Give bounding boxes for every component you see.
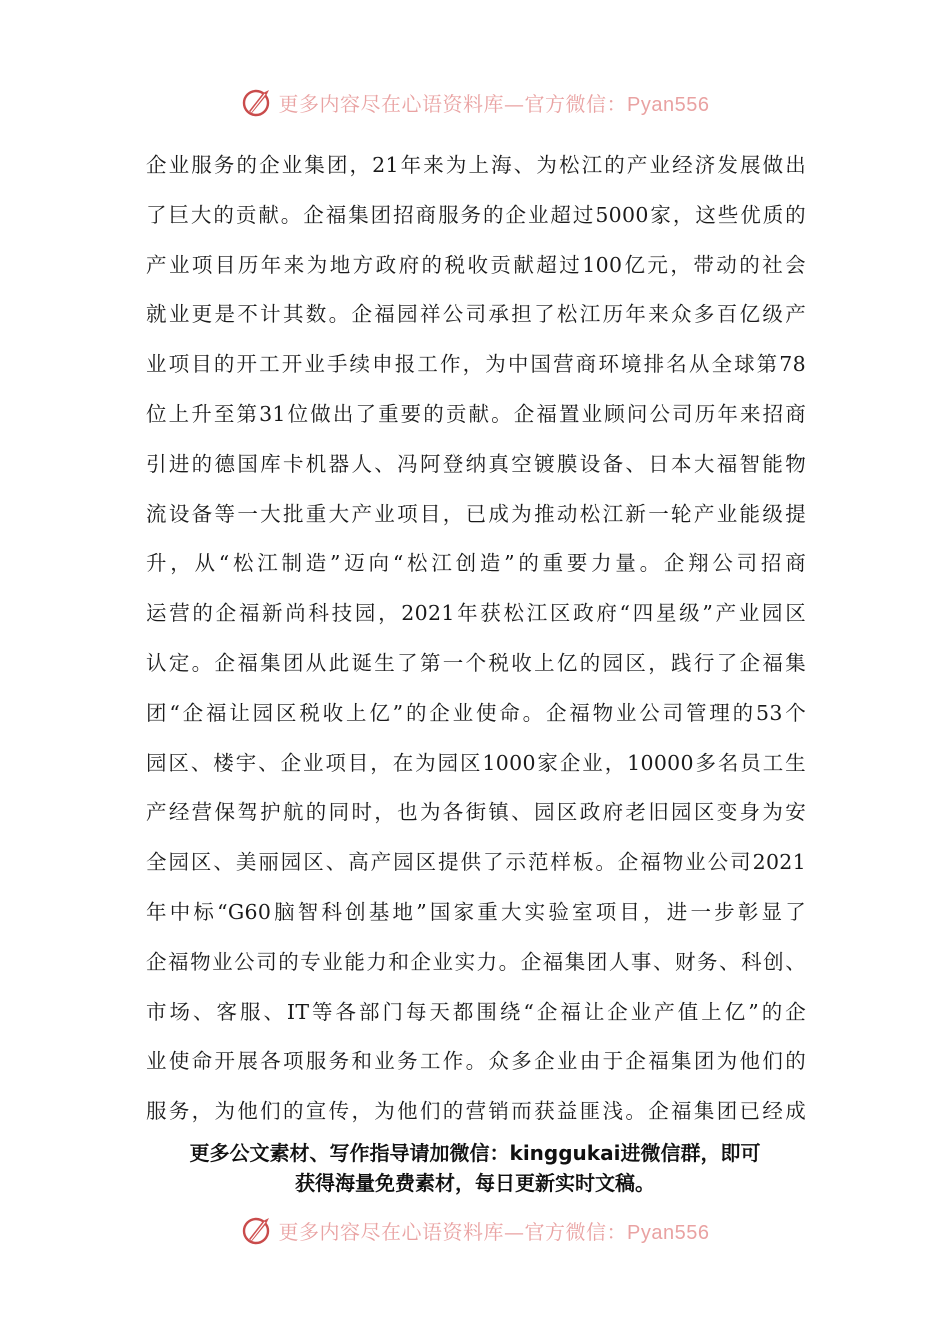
body-line: 位上升至第31位做出了重要的贡献。企福置业顾问公司历年来招商: [146, 401, 806, 426]
body-line: 产业项目历年来为地方政府的税收贡献超过100亿元，带动的社会: [146, 252, 806, 277]
pen-nib-circle-icon: [241, 1213, 275, 1247]
body-line: 团“企福让园区税收上亿”的企业使命。企福物业公司管理的53个: [146, 700, 806, 725]
header-watermark-banner: [0, 82, 950, 122]
body-line: 全园区、美丽园区、高产园区提供了示范样板。企福物业公司2021: [146, 850, 806, 875]
body-line: 认定。企福集团从此诞生了第一个税收上亿的园区，践行了企福集: [146, 650, 806, 675]
body-line: 就业更是不计其数。企福园祥公司承担了松江历年来众多百亿级产: [146, 302, 806, 327]
header-watermark-text: [279, 88, 710, 117]
body-line: 业项目的开工开业手续申报工作，为中国营商环境排名从全球第78: [146, 352, 806, 377]
body-line: 企福物业公司的专业能力和企业实力。企福集团人事、财务、科创、: [146, 949, 806, 974]
body-line: 服务，为他们的宣传，为他们的营销而获益匪浅。企福集团已经成: [146, 1099, 806, 1124]
body-line: 产经营保驾护航的同时，也为各街镇、园区政府老旧园区变身为安: [146, 800, 806, 825]
body-line: 运营的企福新尚科技园，2021年获松江区政府“四星级”产业园区: [146, 601, 806, 626]
footer-watermark-banner: [0, 1210, 950, 1250]
body-line: 升，从“松江制造”迈向“松江创造”的重要力量。企翔公司招商: [146, 551, 806, 576]
body-line: 引进的德国库卡机器人、冯阿登纳真空镀膜设备、日本大福智能物: [146, 451, 806, 476]
body-line: 流设备等一大批重大产业项目，已成为推动松江新一轮产业能级提: [146, 501, 806, 526]
body-line: 园区、楼宇、企业项目，在为园区1000家企业，10000多名员工生: [146, 750, 806, 775]
document-body: [146, 141, 806, 1137]
footer-watermark-text: [279, 1216, 710, 1245]
promo-line-1: 更多公文素材、写作指导请加微信：kinggukai进微信群，即可: [189, 1141, 761, 1165]
body-line: 市场、客服、IT等各部门每天都围绕“企福让企业产值上亿”的企: [146, 999, 806, 1024]
body-line: 了巨大的贡献。企福集团招商服务的企业超过5000家，这些优质的: [146, 202, 806, 227]
header-watermark-handle: Pyan556: [627, 93, 710, 116]
promo-line-2: 获得海量免费素材，每日更新实时文稿。: [295, 1171, 655, 1195]
header-watermark-label: 更多内容尽在心语资料库—官方微信：: [278, 91, 628, 116]
promo-footer-note: [0, 1138, 950, 1198]
pen-nib-circle-icon: [241, 85, 275, 119]
footer-watermark-label: 更多内容尽在心语资料库—官方微信：: [278, 1219, 628, 1244]
body-line: 企业服务的企业集团，21年来为上海、为松江的产业经济发展做出: [146, 153, 806, 177]
footer-watermark-handle: Pyan556: [627, 1221, 710, 1244]
body-line: 年中标“G60脑智科创基地”国家重大实验室项目，进一步彰显了: [146, 899, 806, 924]
body-line: 业使命开展各项服务和业务工作。众多企业由于企福集团为他们的: [146, 1049, 806, 1074]
